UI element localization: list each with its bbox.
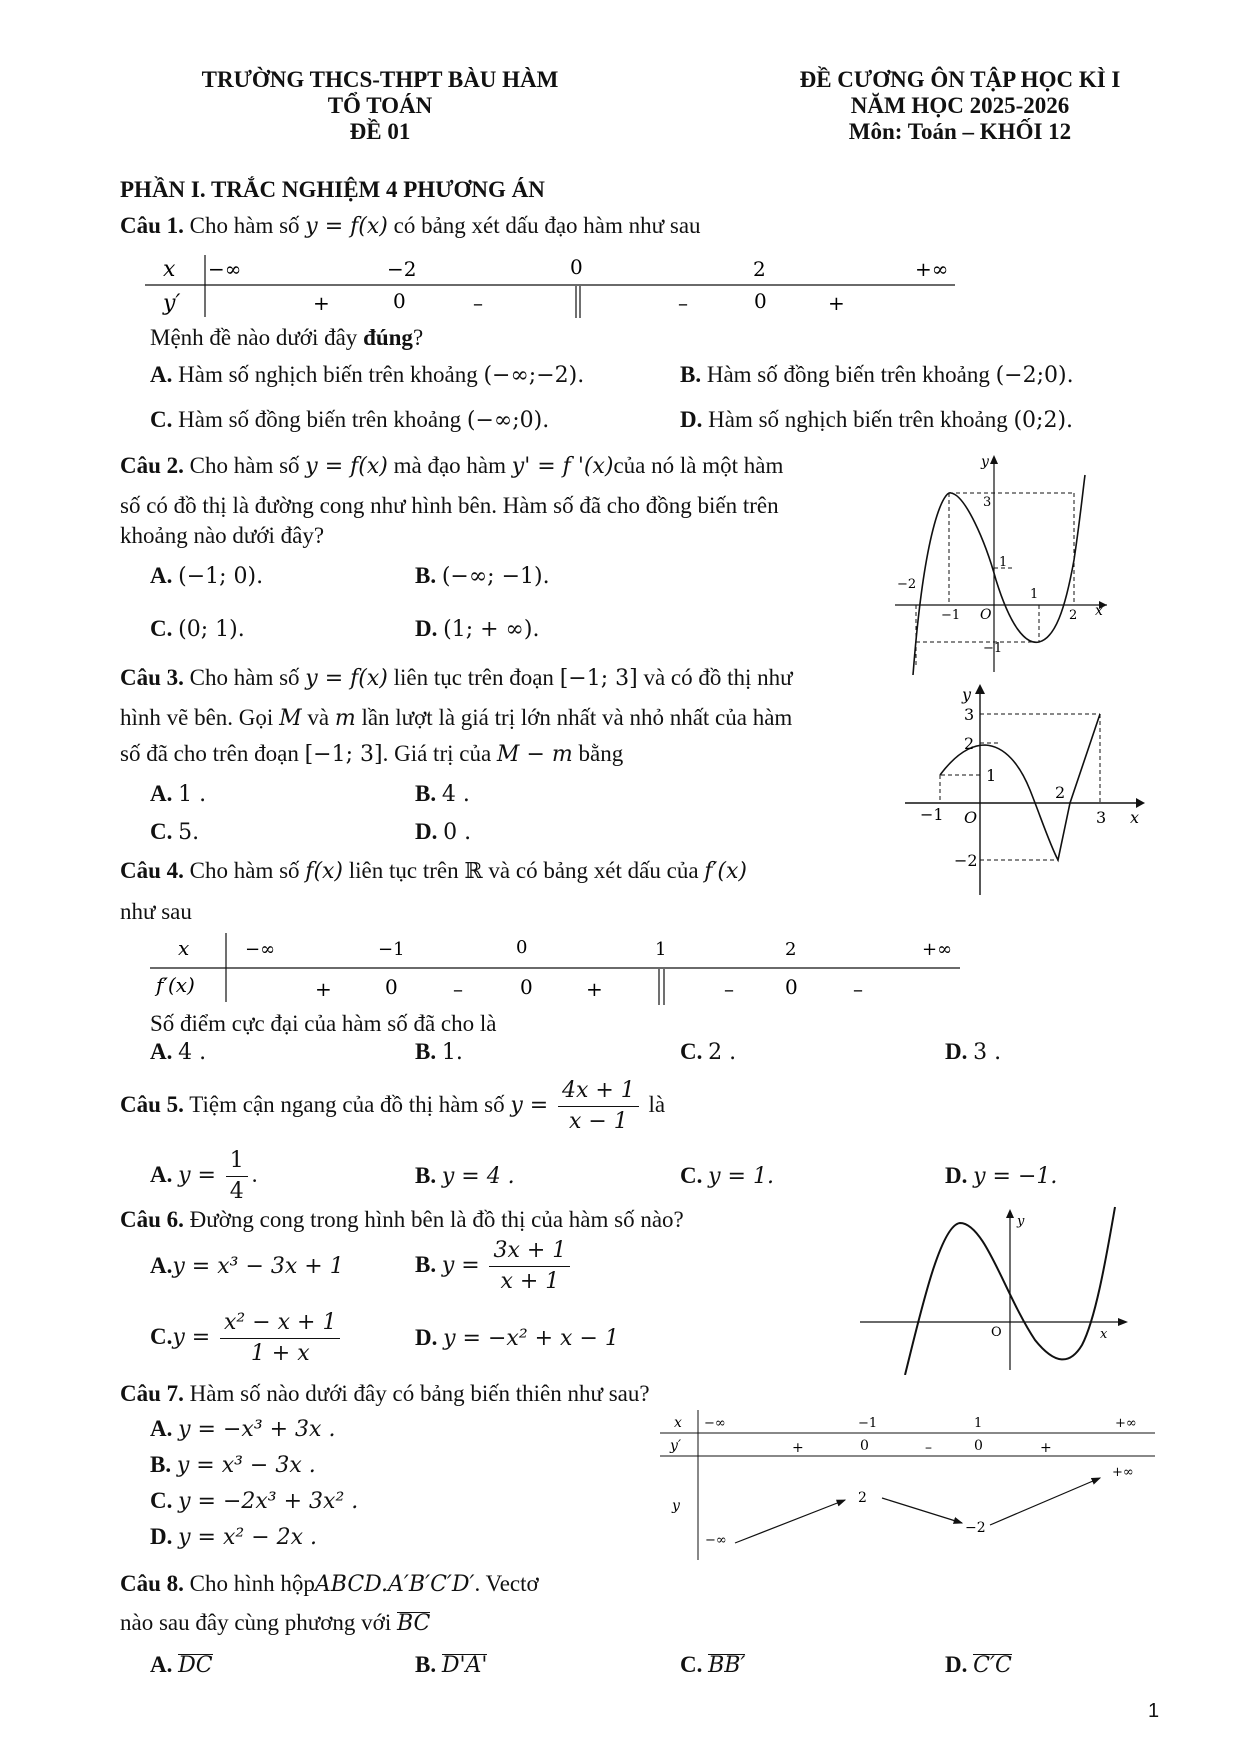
- question-3-line1: Câu 3. Cho hàm số y = f(x) liên tục trên đoạn [−1; 3] và có đồ thị như: [120, 665, 793, 691]
- svg-text:−2: −2: [965, 1520, 986, 1536]
- svg-text:–: –: [925, 1440, 932, 1456]
- question-6-stem: Câu 6. Đường cong trong hình bên là đồ thị của hàm số nào?: [120, 1207, 684, 1232]
- q4-option-d[interactable]: D. 3 .: [945, 1039, 1002, 1065]
- q4-option-b[interactable]: B. 1.: [415, 1039, 463, 1065]
- q4-option-a[interactable]: A. 4 .: [150, 1039, 207, 1065]
- q4-table-fprime-head: f′(x): [156, 973, 195, 997]
- school-name: TRƯỜNG THCS-THPT BÀU HÀM: [201, 67, 559, 92]
- q6-option-b[interactable]: B. y = $\frac{3x + 1}{x + 1}$: [415, 1236, 574, 1297]
- q4-x-value: −1: [378, 939, 405, 960]
- svg-text:3: 3: [964, 705, 975, 724]
- q5-option-c[interactable]: C. y = 1.: [680, 1163, 774, 1189]
- q3-option-b[interactable]: B. 4 .: [415, 781, 470, 807]
- q4-sign-table: [150, 930, 965, 1005]
- q2-x-axis-label: x: [1095, 603, 1103, 619]
- svg-text:−2: −2: [954, 851, 978, 870]
- question-8-line1: Câu 8. Cho hình hộpABCD.A′B′C′D′. Vectơ: [120, 1571, 539, 1597]
- q2-option-a[interactable]: A. (−1; 0).: [150, 563, 264, 589]
- q4-sign: +: [586, 977, 603, 1001]
- svg-text:−∞: −∞: [705, 1533, 727, 1548]
- question-3-line3: số đã cho trên đoạn [−1; 3]. Giá trị của M − m bằng: [120, 741, 624, 767]
- exam-code: ĐỀ 01: [349, 119, 411, 144]
- q1-x-value: 2: [753, 257, 766, 281]
- svg-text:2: 2: [1055, 783, 1066, 802]
- q1-x-value: −∞: [208, 257, 242, 281]
- q4-table-x-head: x: [178, 936, 190, 960]
- svg-text:−2: −2: [897, 577, 917, 592]
- svg-text:2: 2: [964, 734, 975, 753]
- q6-option-c[interactable]: C.y = $\frac{\text{x² − x + 1}}{1 + x}$: [150, 1308, 344, 1369]
- q1-sign: –: [473, 291, 483, 315]
- question-4-line2: như sau: [120, 899, 192, 924]
- q4-sign: 0: [385, 975, 398, 999]
- q8-option-a[interactable]: A. DC: [150, 1652, 213, 1678]
- q1-prompt: Mệnh đề nào dưới đây đúng?: [150, 325, 424, 350]
- q1-sign: 0: [393, 289, 406, 313]
- q3-option-a[interactable]: A. 1 .: [150, 781, 207, 807]
- q8-vector-bc: BC: [396, 1611, 431, 1636]
- svg-text:1: 1: [986, 766, 997, 785]
- section-title: PHẦN I. TRẮC NGHIỆM 4 PHƯƠNG ÁN: [120, 177, 545, 202]
- q4-x-value: −∞: [245, 939, 276, 960]
- department-name: TỔ TOÁN: [327, 93, 433, 118]
- q1-sign: +: [313, 291, 330, 315]
- svg-text:−∞: −∞: [704, 1416, 726, 1431]
- svg-text:1: 1: [974, 1416, 983, 1431]
- q7-yprime-head: y′: [670, 1438, 682, 1454]
- page-number: 1: [1148, 1700, 1160, 1722]
- q1-option-a[interactable]: A. Hàm số nghịch biến trên khoảng (−∞;−2).: [150, 362, 585, 388]
- q1-sign: +: [828, 291, 845, 315]
- question-1-stem: Câu 1. Cho hàm số y = f(x) có bảng xét dấu đạo hàm như sau: [120, 213, 701, 239]
- svg-text:+∞: +∞: [1115, 1416, 1137, 1431]
- q1-x-value: −2: [387, 257, 417, 281]
- q3-option-d[interactable]: D. 0 .: [415, 819, 472, 845]
- svg-text:−1: −1: [941, 608, 961, 623]
- q4-x-value: 2: [785, 939, 797, 960]
- q3-y-axis-label: y: [962, 685, 972, 704]
- q7-x-head: x: [674, 1415, 682, 1431]
- q8-option-b[interactable]: B. D'A': [415, 1652, 488, 1678]
- q5-option-b[interactable]: B. y = 4 .: [415, 1163, 515, 1189]
- q3-option-c[interactable]: C. 5.: [150, 819, 200, 845]
- q5-fraction: $\frac{4x + 1}{x - 1}$: [558, 1076, 639, 1137]
- q4-option-c[interactable]: C. 2 .: [680, 1039, 737, 1065]
- q7-y-head: y: [672, 1498, 680, 1514]
- q2-option-c[interactable]: C. (0; 1).: [150, 616, 245, 642]
- q6-origin-label: O: [991, 1325, 1002, 1340]
- q6-graph: [860, 1205, 1130, 1375]
- svg-text:2: 2: [1069, 608, 1078, 623]
- q1-x-value: +∞: [915, 257, 949, 281]
- q4-sign: –: [453, 977, 463, 1001]
- q4-x-value: 0: [516, 937, 528, 958]
- svg-text:2: 2: [858, 1490, 867, 1506]
- question-2-line2: số có đồ thị là đường cong như hình bên. Hàm số đã cho đồng biến trên: [120, 493, 779, 518]
- q4-sign: +: [315, 977, 332, 1001]
- question-5-stem: Câu 5. Tiệm cận ngang của đồ thị hàm số y = $\frac{4x + 1}{x - 1}$ là: [120, 1076, 665, 1137]
- q3-origin-label: O: [964, 808, 978, 827]
- q4-sign: –: [853, 977, 863, 1001]
- q7-option-b[interactable]: B. y = x³ − 3x .: [150, 1452, 316, 1478]
- question-3-line2: hình vẽ bên. Gọi M và m lần lượt là giá trị lớn nhất và nhỏ nhất của hàm: [120, 705, 793, 731]
- svg-text:3: 3: [983, 495, 992, 510]
- q4-sign: –: [724, 977, 734, 1001]
- q4-sign: 0: [520, 975, 533, 999]
- q1-sign-table: [145, 252, 960, 320]
- q5-option-d[interactable]: D. y = −1.: [945, 1163, 1058, 1189]
- q8-option-d[interactable]: D. C′C: [945, 1652, 1012, 1678]
- svg-text:+: +: [1040, 1440, 1052, 1456]
- svg-text:1: 1: [999, 555, 1008, 570]
- question-2-line3: khoảng nào dưới đây?: [120, 523, 325, 548]
- q6-y-axis-label: y: [1017, 1214, 1025, 1229]
- q7-option-c[interactable]: C. y = −2x³ + 3x² .: [150, 1488, 359, 1514]
- q6-option-a[interactable]: A.y = x³ − 3x + 1: [150, 1253, 344, 1279]
- svg-text:1: 1: [1030, 587, 1039, 602]
- svg-text:+: +: [792, 1440, 804, 1456]
- question-7-stem: Câu 7. Hàm số nào dưới đây có bảng biến thiên như sau?: [120, 1381, 650, 1406]
- q4-x-value: +∞: [922, 939, 953, 960]
- question-2-line1: Câu 2. Cho hàm số y = f(x) mà đạo hàm y' = f '(x)của nó là một hàm: [120, 453, 784, 479]
- q3-graph: [900, 680, 1150, 900]
- q1-option-b[interactable]: B. Hàm số đồng biến trên khoảng (−2;0).: [680, 362, 1074, 388]
- svg-text:0: 0: [974, 1438, 983, 1454]
- q8-option-c[interactable]: C. BB′: [680, 1652, 746, 1678]
- q2-option-b[interactable]: B. (−∞; −1).: [415, 563, 550, 589]
- q1-table-x-head: x: [163, 257, 176, 282]
- q6-x-axis-label: x: [1100, 1327, 1108, 1342]
- q5-option-a[interactable]: A. y = $\frac{1}{4}$ .: [150, 1148, 258, 1204]
- q2-origin-label: O: [980, 607, 992, 623]
- q1-option-c[interactable]: C. Hàm số đồng biến trên khoảng (−∞;0).: [150, 407, 550, 433]
- svg-text:3: 3: [1096, 808, 1107, 827]
- svg-text:−1: −1: [920, 805, 944, 824]
- school-year: NĂM HỌC 2025-2026: [850, 93, 1070, 118]
- q3-x-axis-label: x: [1130, 808, 1140, 827]
- subject-grade: Môn: Toán – KHỐI 12: [848, 119, 1072, 144]
- q7-option-a[interactable]: A. y = −x³ + 3x .: [150, 1416, 336, 1442]
- q1-x-value: 0: [570, 255, 583, 279]
- q1-sign: 0: [754, 289, 767, 313]
- q4-sign: 0: [785, 975, 798, 999]
- document-title: ĐỀ CƯƠNG ÔN TẬP HỌC KÌ I: [799, 67, 1121, 92]
- q1-sign: –: [678, 291, 688, 315]
- q7-option-d[interactable]: D. y = x² − 2x .: [150, 1524, 318, 1550]
- q4-prompt: Số điểm cực đại của hàm số đã cho là: [150, 1011, 497, 1036]
- q4-x-value: 1: [655, 939, 667, 960]
- q1-option-d[interactable]: D. Hàm số nghịch biến trên khoảng (0;2).: [680, 407, 1074, 433]
- q2-y-axis-label: y: [981, 454, 989, 470]
- question-4-line1: Câu 4. Cho hàm số f(x) liên tục trên ℝ và có bảng xét dấu của f′(x): [120, 858, 747, 884]
- svg-text:+∞: +∞: [1112, 1465, 1134, 1480]
- svg-text:−1: −1: [983, 641, 1003, 656]
- question-8-line2: nào sau đây cùng phương với BC: [120, 1610, 431, 1636]
- q2-graph: [895, 450, 1115, 675]
- q2-option-d[interactable]: D. (1; + ∞).: [415, 616, 540, 642]
- q1-table-y-head: y′: [163, 291, 181, 316]
- svg-text:0: 0: [860, 1438, 869, 1454]
- q6-option-d[interactable]: D. y = −x² + x − 1: [415, 1325, 619, 1351]
- svg-text:−1: −1: [858, 1416, 878, 1431]
- q7-variation-table: [660, 1410, 1160, 1560]
